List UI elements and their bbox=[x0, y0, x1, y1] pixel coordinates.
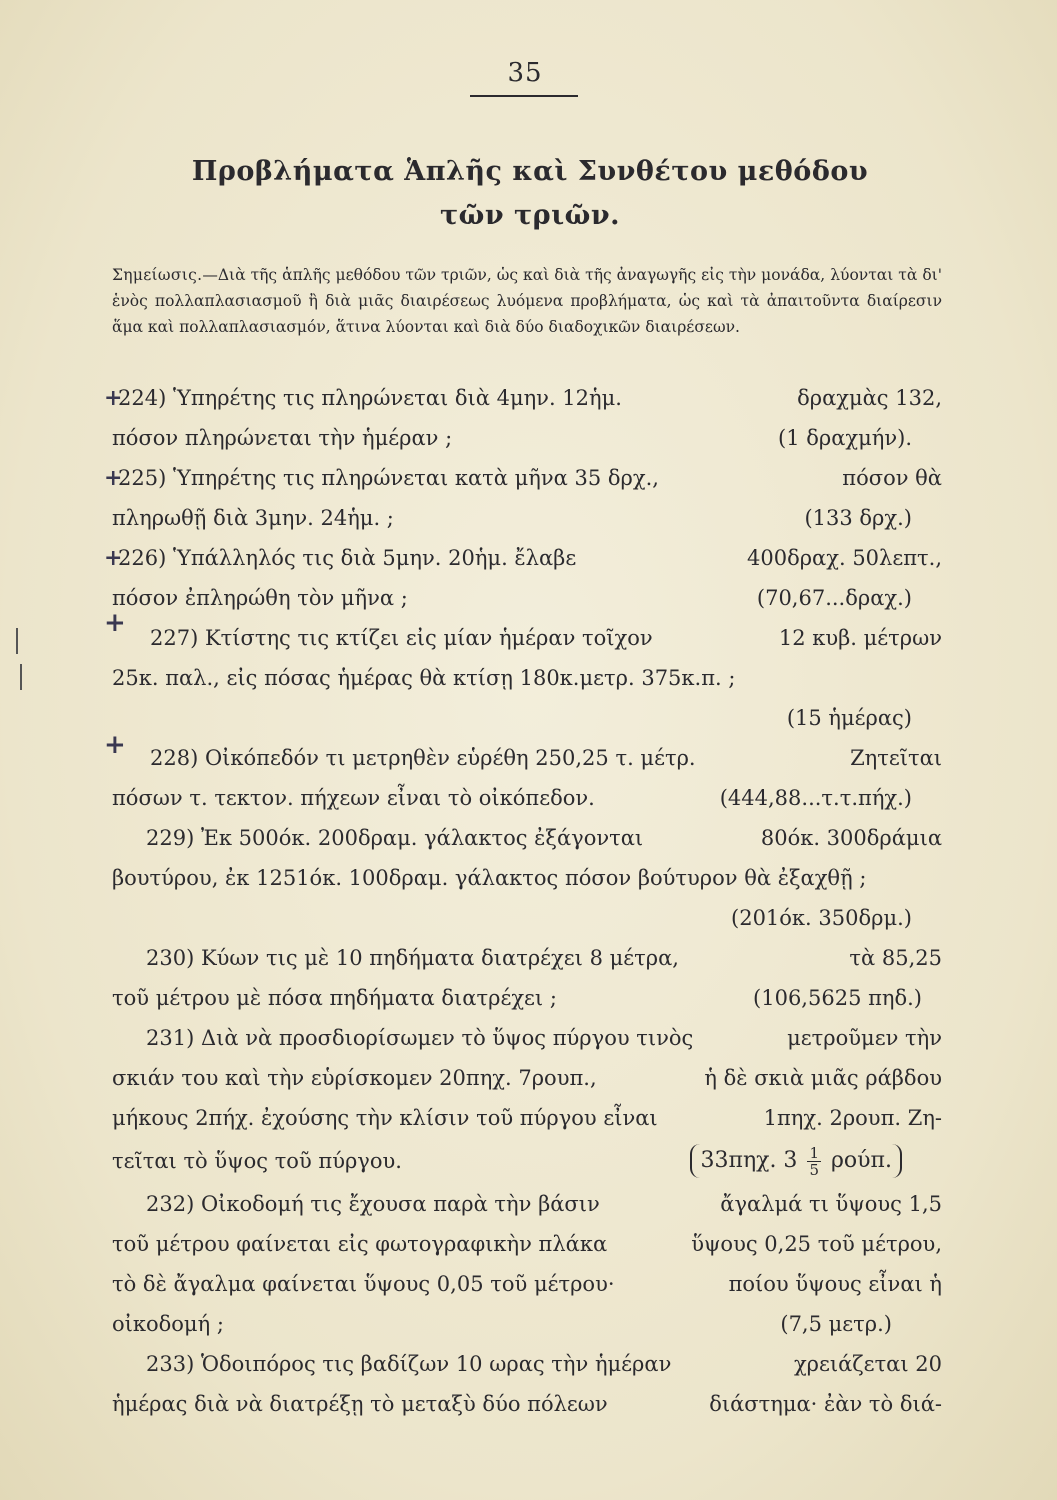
problem-229-line1-end: 80όκ. 300δράμια bbox=[760, 826, 942, 850]
problem-233-line1: 233) Ὁδοιπόρος τις βαδίζων 10 ωρας τὴν ἡμέραν bbox=[146, 1352, 672, 1376]
margin-pencil-line-2 bbox=[20, 664, 22, 690]
problem-231-line1: 231) Διὰ νὰ προσδιορίσωμεν τὸ ὕψος πύργου τινὸς bbox=[146, 1026, 694, 1050]
problem-233-line2: ἡμέρας διὰ νὰ διατρέξῃ τὸ μεταξὺ δύο πόλεων bbox=[112, 1392, 608, 1416]
problem-226-line1-end: 400δραχ. 50λεπτ., bbox=[746, 546, 942, 570]
problem-230-answer: (106,5625 πηδ.) bbox=[753, 986, 922, 1010]
problem-227-answer: (15 ἡμέρας) bbox=[786, 706, 912, 730]
problem-list bbox=[112, 378, 942, 1424]
section-title bbox=[110, 150, 950, 238]
problem-230-line1-end: τὰ 85,25 bbox=[849, 946, 942, 970]
problem-232-line2: τοῦ μέτρου φαίνεται εἰς φωτογραφικὴν πλάκα bbox=[112, 1232, 608, 1256]
problem-230 bbox=[112, 938, 942, 1018]
problem-230-line1: 230) Κύων τις μὲ 10 πηδήματα διατρέχει 8 μέτρα, bbox=[146, 946, 679, 970]
problem-227 bbox=[112, 618, 942, 738]
problem-224-line1: 224) Ὑπηρέτης τις πληρώνεται διὰ 4μην. 12ἡμ. bbox=[118, 386, 622, 410]
margin-mark-225: + bbox=[104, 465, 123, 491]
problem-232-line1: 232) Οἰκοδομή τις ἔχουσα παρὰ τὴν βάσιν bbox=[146, 1192, 600, 1216]
problem-233 bbox=[112, 1344, 942, 1424]
problem-224-answer: (1 δραχμήν). bbox=[778, 426, 912, 450]
problem-231-answer-whole: 33πηχ. 3 bbox=[700, 1148, 798, 1173]
problem-229 bbox=[112, 818, 942, 938]
problem-230-line2: τοῦ μέτρου μὲ πόσα πηδήματα διατρέχει ; bbox=[112, 986, 557, 1010]
problem-231-answer-unit: ρούπ. bbox=[830, 1148, 892, 1173]
problem-231-line3-end: 1πηχ. 2ρουπ. Ζη- bbox=[763, 1106, 942, 1130]
note-paragraph bbox=[112, 262, 942, 340]
problem-232-line1-end: ἄγαλμά τι ὕψους 1,5 bbox=[720, 1192, 942, 1216]
problem-224-line2: πόσον πληρώνεται τὴν ἡμέραν ; bbox=[112, 426, 453, 450]
problem-226-line1: 226) Ὑπάλληλός τις διὰ 5μην. 20ἡμ. ἔλαβε bbox=[118, 546, 577, 570]
page-number: 35 bbox=[507, 58, 543, 88]
title-line-1: Προβλήματα Ἁπλῆς καὶ Συνθέτου μεθόδου bbox=[191, 156, 869, 187]
margin-mark-226: + bbox=[104, 545, 123, 571]
problem-231-answer bbox=[690, 1144, 902, 1178]
margin-mark-224: + bbox=[104, 385, 123, 411]
problem-228 bbox=[112, 738, 942, 818]
problem-229-line1: 229) Ἐκ 500όκ. 200δραμ. γάλακτος ἐξάγονται bbox=[146, 826, 644, 850]
problem-231-line1-end: μετροῦμεν τὴν bbox=[787, 1026, 942, 1050]
problem-227-line1: 227) Κτίστης τις κτίζει εἰς μίαν ἡμέραν τοῖχον bbox=[150, 626, 653, 650]
problem-226-answer: (70,67...δραχ.) bbox=[756, 586, 912, 610]
fraction-numerator: 1 bbox=[809, 1143, 819, 1162]
note-text: —Διὰ τῆς ἁπλῆς μεθόδου τῶν τριῶν, ὡς καὶ διὰ τῆς ἀναγωγῆς εἰς τὴν μονάδα, λύονται τὰ δι' ἑνὸς πολλαπλασιασμοῦ ἢ διὰ μιᾶς διαιρέσεως λυόμενα προβλήματα, ὡς καὶ τὰ ἀπαιτοῦντα διαίρεσιν ἅμα καὶ πολλαπλασιασμόν, ἅτινα λύονται καὶ διὰ δύο διαδοχικῶν διαιρέσεων. bbox=[112, 266, 942, 336]
problem-233-line1-end: χρειάζεται 20 bbox=[793, 1352, 942, 1376]
problem-231-line2: σκιάν του καὶ τὴν εὑρίσκομεν 20πηχ. 7ρουπ., bbox=[112, 1066, 597, 1090]
problem-232-line4: οἰκοδομή ; bbox=[112, 1312, 224, 1336]
problem-231-line2-end: ἡ δὲ σκιὰ μιᾶς ράβδου bbox=[704, 1066, 942, 1090]
problem-231-answer-fraction bbox=[807, 1145, 821, 1178]
problem-224-line1-end: δραχμὰς 132, bbox=[797, 386, 942, 410]
fraction-denominator: 5 bbox=[809, 1160, 819, 1179]
problem-228-line1: 228) Οἰκόπεδόν τι μετρηθὲν εὑρέθη 250,25 τ. μέτρ. bbox=[150, 746, 696, 770]
problem-225-answer: (133 δρχ.) bbox=[804, 506, 912, 530]
margin-mark-228: + bbox=[104, 730, 126, 760]
problem-228-answer: (444,88...τ.τ.πήχ.) bbox=[719, 786, 912, 810]
problem-229-answer: (201όκ. 350δρμ.) bbox=[731, 906, 912, 930]
problem-228-line2: πόσων τ. τεκτον. πήχεων εἶναι τὸ οἰκόπεδον. bbox=[112, 786, 595, 810]
problem-232-line3: τὸ δὲ ἄγαλμα φαίνεται ὕψους 0,05 τοῦ μέτρου· bbox=[112, 1272, 615, 1296]
problem-225-line2: πληρωθῇ διὰ 3μην. 24ἡμ. ; bbox=[112, 506, 394, 530]
problem-231-line4: τεῖται τὸ ὕψος τοῦ πύργου. bbox=[112, 1149, 402, 1173]
title-line-2: τῶν τριῶν. bbox=[439, 200, 621, 231]
problem-232 bbox=[112, 1184, 942, 1344]
problem-233-line2-end: διάστημα· ἐὰν τὸ διά- bbox=[709, 1392, 942, 1416]
problem-225-line1-end: πόσον θὰ bbox=[842, 466, 942, 490]
problem-225 bbox=[112, 458, 942, 538]
problem-228-line1-end: Ζητεῖται bbox=[850, 746, 942, 770]
problem-224 bbox=[112, 378, 942, 458]
problem-232-line3-end: ποίου ὕψους εἶναι ἡ bbox=[728, 1272, 942, 1296]
note-label: Σημείωσις. bbox=[112, 266, 203, 284]
problem-231 bbox=[112, 1018, 942, 1184]
problem-226-line2: πόσον ἐπληρώθη τὸν μῆνα ; bbox=[112, 586, 408, 610]
problem-226 bbox=[112, 538, 942, 618]
problem-232-line2-end: ὕψους 0,25 τοῦ μέτρου, bbox=[691, 1232, 942, 1256]
margin-mark-227: + bbox=[104, 608, 126, 638]
problem-225-line1: 225) Ὑπηρέτης τις πληρώνεται κατὰ μῆνα 35 δρχ., bbox=[118, 466, 659, 490]
margin-pencil-line-1 bbox=[16, 628, 18, 654]
problem-231-line3: μήκους 2πήχ. ἐχούσης τὴν κλίσιν τοῦ πύργου εἶναι bbox=[112, 1106, 658, 1130]
problem-227-line2: 25κ. παλ., εἰς πόσας ἡμέρας θὰ κτίσῃ 180κ.μετρ. 375κ.π. ; bbox=[112, 666, 736, 690]
problem-227-line1-end: 12 κυβ. μέτρων bbox=[778, 626, 942, 650]
page-number-rule bbox=[470, 95, 578, 97]
problem-229-line2: βουτύρου, ἐκ 1251όκ. 100δραμ. γάλακτος πόσον βούτυρον θὰ ἐξαχθῇ ; bbox=[112, 866, 867, 890]
problem-232-answer: (7,5 μετρ.) bbox=[780, 1312, 892, 1336]
